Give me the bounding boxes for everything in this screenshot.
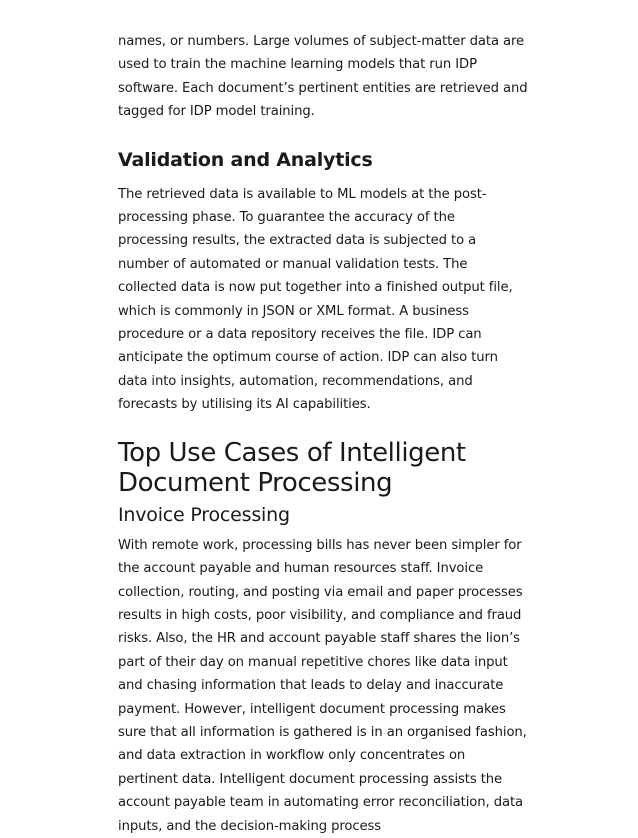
document-page	[118, 30, 528, 838]
validation-heading: Validation and Analytics	[118, 148, 373, 171]
validation-paragraph: The retrieved data is available to ML models at the post-processing phase. To guarantee the accuracy of the processing results, the extracted data is subjected to a number of automated or manual validation tests. The collected data is now put together into a finished output file, which is commonly in JSON or XML format. A business procedure or a data repository receives the file. IDP can anticipate the optimum course of action. IDP can also turn data into insights, automation, recommendations, and forecasts by utilising its AI capabilities.	[118, 186, 513, 413]
intro-paragraph: names, or numbers. Large volumes of subject-matter data are used to train the machine learning models that run IDP software. Each document’s pertinent entities are retrieved and tagged for IDP model training.	[118, 34, 528, 120]
invoice-paragraph: With remote work, processing bills has never been simpler for the account payable and human resources staff. Invoice collection, routing, and posting via email and paper processes results in high costs, poor visibility, and compliance and fraud risks. Also, the HR and account payable staff shares the lion’s part of their day on manual repetitive chores like data input and chasing information that leads to delay and inaccurate payment. However, intelligent document processing makes sure that all information is gathered is in an organised fashion, and data extraction in workflow only concentrates on pertinent data. Intelligent document processing assists the account payable team in automating error reconciliation, data inputs, and the decision-making process	[118, 537, 527, 834]
invoice-heading: Invoice Processing	[118, 503, 290, 526]
use-cases-heading: Top Use Cases of Intelligent Document Processing	[118, 437, 466, 498]
